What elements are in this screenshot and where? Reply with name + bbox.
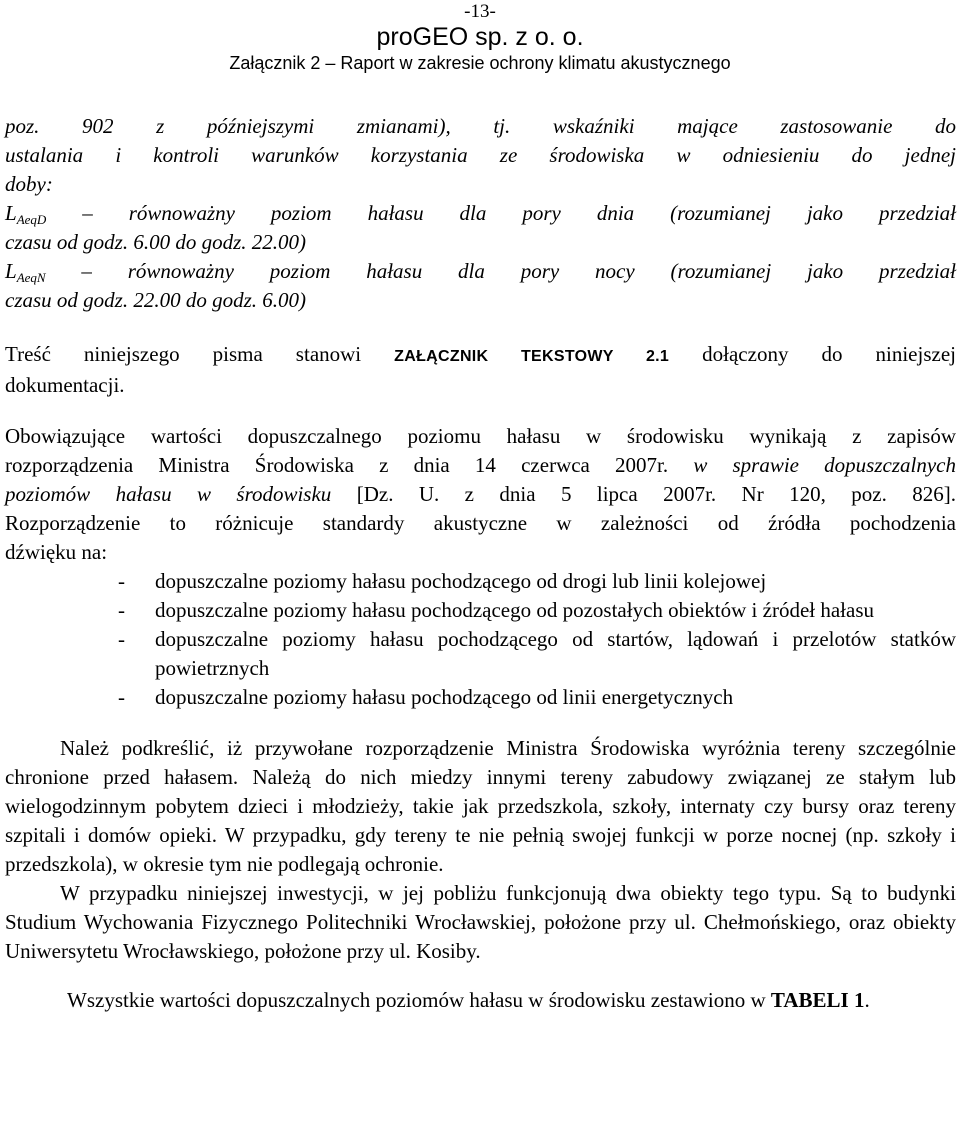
regulation-citation: [Dz. U. z dnia 5 lipca 2007r. Nr 120, poz. 826].	[331, 482, 956, 506]
laeqd-subscript: AeqD	[16, 212, 47, 227]
noise-source-list	[5, 567, 956, 712]
paragraph-investment: W przypadku niniejszej inwestycji, w jej pobliżu funkcjonują dwa obiekty tego typu. Są to budynki Studium Wychowania Fizycznego Politechniki Wrocławskiej, położone przy ul. Chełmońskiego, oraz obiekty Uniwersytetu Wrocławskiego, położone przy ul. Kosiby.	[5, 881, 956, 963]
regulation-title-cont: poziomów hałasu w środowisku	[5, 482, 332, 506]
attachment-label: ZAŁĄCZNIK TEKSTOWY 2.1	[394, 348, 670, 365]
regulation-line	[5, 451, 956, 480]
list-dash: -	[118, 598, 125, 622]
intro-line: ustalania i kontroli warunków korzystania ze środowiska w odniesieniu do jednej	[5, 143, 956, 167]
list-item	[5, 567, 956, 596]
regulation-line: Obowiązujące wartości dopuszczalnego poziomu hałasu w środowisku wynikają z zapisów	[5, 424, 956, 448]
list-item-text: dopuszczalne poziomy hałasu pochodzącego od startów, lądowań i przelotów statków powietrznych	[155, 627, 956, 680]
laeqn-subscript: AeqN	[16, 270, 46, 285]
list-item-text: dopuszczalne poziomy hałasu pochodzącego od drogi lub linii kolejowej	[155, 569, 767, 593]
regulation-line: dźwięku na:	[5, 540, 108, 564]
list-item-text: dopuszczalne poziomy hałasu pochodzącego od pozostałych obiektów i źródeł hałasu	[155, 598, 875, 622]
intro-line: doby:	[5, 172, 53, 196]
laeqd-text: – równoważny poziom hałasu dla pory dnia (rozumianej jako przedział	[46, 201, 956, 225]
list-item	[5, 683, 956, 712]
table-reference: TABELI 1	[770, 988, 865, 1012]
page-number: -13-	[464, 1, 496, 22]
company-name: proGEO sp. z o. o.	[376, 23, 584, 51]
laeqn-definition-cont: czasu od godz. 22.00 do godz. 6.00)	[5, 288, 307, 312]
attachment-line	[5, 340, 956, 371]
laeqn-definition	[5, 257, 956, 286]
document-subtitle: Załącznik 2 – Raport w zakresie ochrony klimatu akustycznego	[229, 53, 731, 73]
regulation-text: rozporządzenia Ministra Środowiska z dnia 14 czerwca 2007r.	[5, 453, 694, 477]
regulation-line	[5, 480, 956, 509]
laeqd-symbol: L	[5, 201, 17, 225]
summary-text: Wszystkie wartości dopuszczalnych poziomów hałasu w środowisku zestawiono w	[67, 988, 766, 1012]
regulation-title: w sprawie dopuszczalnych	[693, 453, 956, 477]
summary-end: .	[864, 988, 870, 1012]
laeqn-symbol: L	[5, 259, 17, 283]
attachment-prefix: Treść niniejszego pisma stanowi	[5, 342, 395, 366]
page-header	[0, 0, 960, 74]
intro-block	[5, 112, 956, 315]
list-dash: -	[118, 685, 125, 709]
attachment-line2: dokumentacji.	[5, 373, 125, 397]
list-item	[5, 596, 956, 625]
laeqd-definition-cont: czasu od godz. 6.00 do godz. 22.00)	[5, 230, 307, 254]
paragraph-protected-areas: Należ podkreślić, iż przywołane rozporządzenie Ministra Środowiska wyróżnia tereny szczególnie chronione przed hałasem. Należą do nich miedzy innymi tereny zabudowy związanej ze stałym lub wielogodzinnym pobytem dzieci i młodzieży, takie jak przedszkola, szkoły, internaty czy bursy oraz tereny szpitali i domów opieki. W przypadku, gdy tereny te nie pełnią swojej funkcji w porze nocnej (np. szkoły i przedszkola), w okresie tym nie podlegają ochronie.	[5, 736, 956, 876]
list-item-text: dopuszczalne poziomy hałasu pochodzącego od linii energetycznych	[155, 685, 734, 709]
list-dash: -	[118, 569, 125, 593]
intro-line: poz. 902 z późniejszymi zmianami), tj. wskaźniki mające zastosowanie do	[5, 114, 956, 138]
laeqd-definition	[5, 199, 956, 228]
attachment-suffix: dołączony do niniejszej	[669, 342, 956, 366]
summary-paragraph	[5, 986, 956, 1015]
laeqn-text: – równoważny poziom hałasu dla pory nocy (rozumianej jako przedział	[45, 259, 956, 283]
list-dash: -	[118, 627, 125, 651]
document-body	[5, 112, 956, 1015]
regulation-line: Rozporządzenie to różnicuje standardy akustyczne w zależności od źródła pochodzenia	[5, 511, 956, 535]
list-item	[5, 625, 956, 683]
